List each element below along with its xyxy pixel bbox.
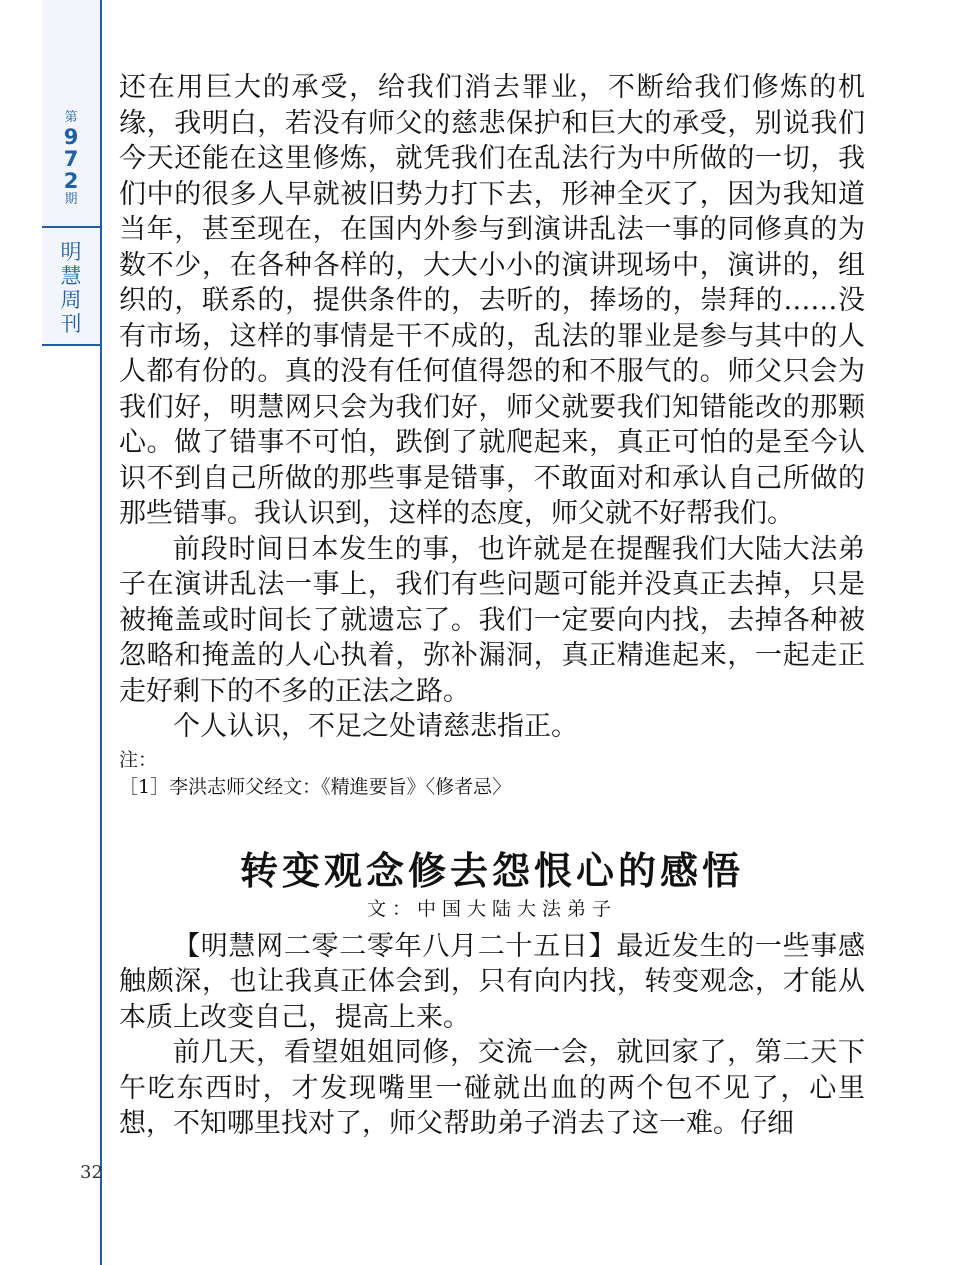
margin-rule	[100, 0, 102, 1265]
magazine-char: 慧	[60, 264, 82, 288]
issue-digit: 2	[63, 169, 79, 193]
issue-digit: 7	[63, 147, 79, 171]
page-number: 32	[80, 1162, 103, 1183]
notes-label: 注：	[119, 748, 158, 771]
issue-number	[42, 110, 100, 208]
magazine-char: 周	[60, 288, 82, 312]
sidebar-divider-bottom	[42, 344, 100, 346]
article-byline: 文：中国大陆大法弟子	[366, 897, 617, 920]
issue-suffix: 期	[64, 192, 78, 207]
body-paragraph: 【明慧网二零二零年八月二十五日】最近发生的一些事感触颇深，也让我真正体会到，只有向内找，转变观念，才能从本质上改变自己，提高上来。	[119, 930, 865, 1033]
body-paragraph: 前几天，看望姐姐同修，交流一会，就回家了，第二天下午吃东西时，才发现嘴里一碰就出血的两个包不见了，心里想，不知哪里找对了，师父帮助弟子消去了这一难。仔细	[119, 1037, 865, 1139]
issue-prefix: 第	[64, 110, 78, 125]
magazine-name	[42, 240, 100, 336]
body-paragraph: 还在用巨大的承受，给我们消去罪业，不断给我们修炼的机缘，我明白，若没有师父的慈悲保护和巨大的承受，别说我们今天还能在这里修炼，就凭我们在乱法行为中所做的一切，我们中的很多人早就被旧势力打下去，形神全灭了，因为我知道当年，甚至现在，在国内外参与到演讲乱法一事的同修真的为数不少，在各种各样的，大大小小的演讲现场中，演讲的，组织的，联系的，提供条件的，去听的，捧场的，崇拜的……没有市场，这样的事情是干不成的，乱法的罪业是参与其中的人人都有份的。真的没有任何值得怨的和不服气的。师父只会为我们好，明慧网只会为我们好，师父就要我们知错能改的那颗心。做了错事不可怕，跌倒了就爬起来，真正可怕的是至今认识不到自己所做的那些事是错事，不敢面对和承认自己所做的那些错事。我认识到，这样的态度，师父就不好帮我们。	[119, 72, 865, 529]
page-content	[119, 70, 865, 1142]
issue-digit: 9	[63, 125, 79, 149]
body-paragraph: 个人认识，不足之处请慈悲指正。	[173, 711, 578, 742]
sidebar-divider-top	[42, 226, 100, 228]
magazine-char: 刊	[60, 312, 82, 336]
footnote: ［1］李洪志师父经文：《精進要旨》〈修者忌〉	[119, 775, 512, 798]
magazine-char: 明	[60, 240, 82, 264]
body-paragraph: 前段时间日本发生的事，也许就是在提醒我们大陆大法弟子在演讲乱法一事上，我们有些问题可能并没真正去掉，只是被掩盖或时间长了就遗忘了。我们一定要向内找，去掉各种被忽略和掩盖的人心执着，弥补漏洞，真正精進起来，一起走正走好剩下的不多的正法之路。	[119, 533, 865, 707]
article-title: 转变观念修去怨恨心的感悟	[239, 847, 744, 893]
